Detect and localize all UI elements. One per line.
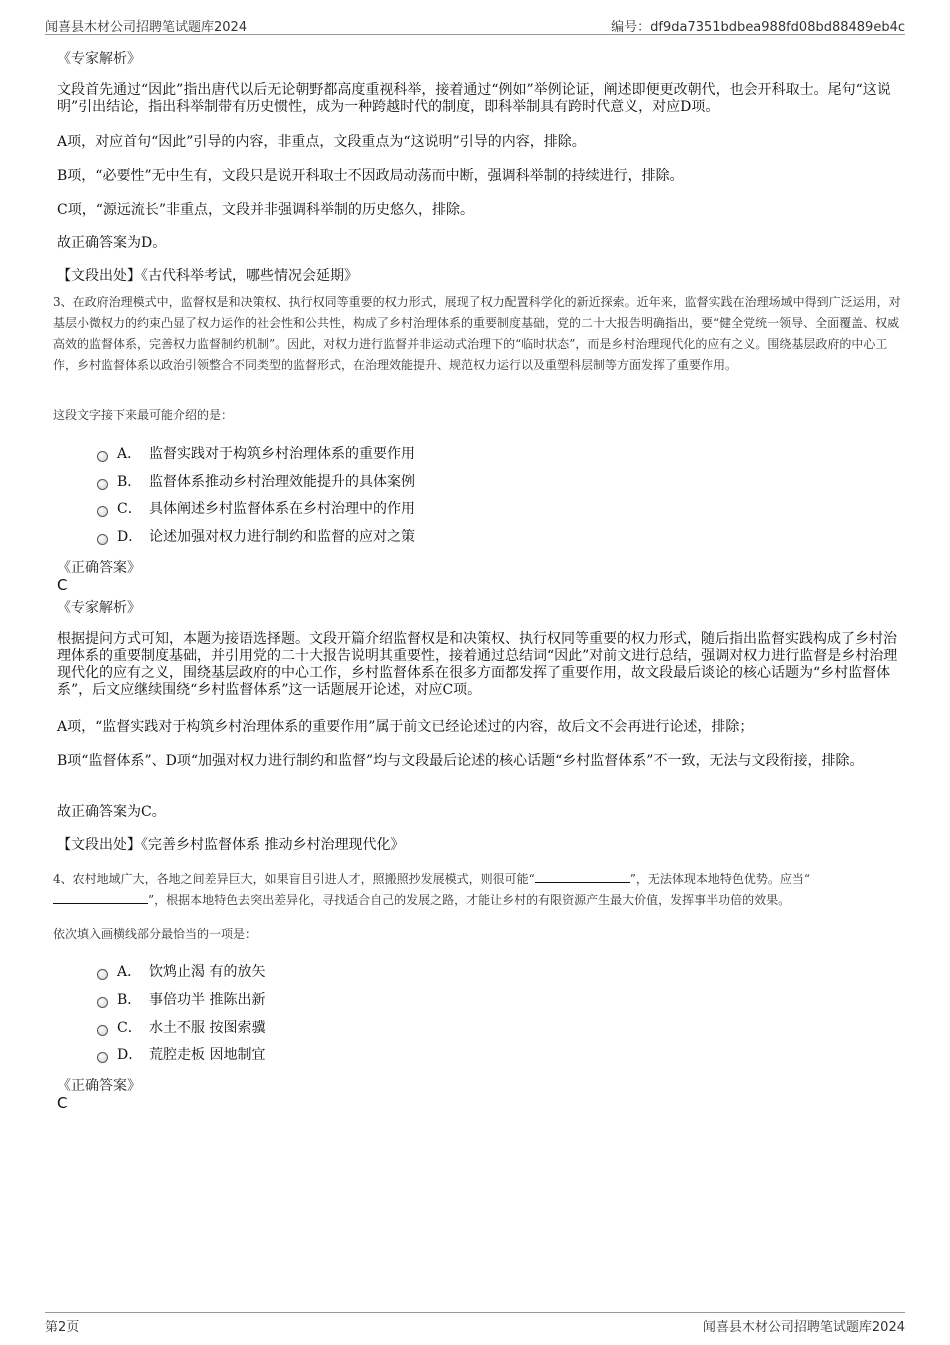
footer-title: 闻喜县木材公司招聘笔试题库2024 [702, 1320, 905, 1335]
q3-option-b[interactable] [97, 471, 415, 491]
correct-answer-value: C [57, 576, 68, 594]
q4-option-d[interactable] [97, 1044, 265, 1064]
option-text: 具体阐述乡村监督体系在乡村治理中的作用 [149, 501, 415, 517]
analysis-answer: 故正确答案为C。 [57, 804, 166, 820]
question-3-prompt: 这段文字接下来最可能介绍的是： [53, 408, 234, 422]
analysis-option-c: C项，“源远流长”非重点，文段并非强调科举制的历史悠久，排除。 [57, 202, 475, 218]
q4-option-b[interactable] [97, 989, 265, 1009]
option-text: 饮鸩止渴 有的放矢 [149, 964, 266, 980]
question-4-prompt: 依次填入画横线部分最恰当的一项是： [53, 927, 258, 941]
radio-icon[interactable] [97, 451, 108, 462]
option-text: 水土不服 按图索骥 [149, 1020, 266, 1036]
page-footer [45, 1312, 905, 1333]
radio-icon[interactable] [97, 479, 108, 490]
fill-blank-2 [53, 893, 148, 904]
page-header [45, 14, 905, 35]
option-letter: B． [117, 474, 142, 490]
correct-answer-value: C [57, 1094, 68, 1112]
option-text: 荒腔走板 因地制宜 [149, 1047, 266, 1063]
stem-part-3: ”，根据本地特色去突出差异化，寻找适合自己的发展之路，才能让乡村的有限资源产生最大价值，发挥事半功倍的效果。 [148, 893, 791, 907]
option-letter: D． [117, 529, 143, 545]
radio-icon[interactable] [97, 534, 108, 545]
analysis-option-bd: B项“监督体系”、D项“加强对权力进行制约和监督”均与文段最后论述的核心话题“乡村监督体系”不一致，无法与文段衔接，排除。 [57, 753, 864, 769]
option-letter: D． [117, 1047, 143, 1063]
expert-analysis-label: 《专家解析》 [57, 600, 141, 616]
correct-answer-label: 《正确答案》 [57, 560, 141, 576]
radio-icon[interactable] [97, 969, 108, 980]
analysis-paragraph: 根据提问方式可知，本题为接语选择题。文段开篇介绍监督权是和决策权、执行权同等重要的权力形式，随后指出监督实践构成了乡村治理体系的重要制度基础，并引用党的二十大报告说明其重要性，接着通过总结词“因此”对前文进行总结，强调对权力进行监督是乡村治理现代化的应有之义，围绕基层政府的中心工作，乡村监督体系在很多方面都发挥了重要作用，故文段最后谈论的核心话题为“乡村监督体系”，后文应继续围绕“乡村监督体系”这一话题展开论述，对应C项。 [57, 631, 898, 698]
header-serial: 编号：df9da7351bdbea988fd08bd88489eb4c [611, 20, 905, 35]
radio-icon[interactable] [97, 997, 108, 1008]
source-citation: 【文段出处】《古代科举考试，哪些情况会延期》 [57, 268, 358, 284]
page-number: 第2页 [45, 1320, 80, 1335]
option-text: 论述加强对权力进行制约和监督的应对之策 [149, 529, 415, 545]
analysis-option-a: A项，“监督实践对于构筑乡村治理体系的重要作用”属于前文已经论述过的内容，故后文不会再进行论述，排除； [57, 719, 754, 735]
header-title: 闻喜县木材公司招聘笔试题库2024 [45, 20, 248, 35]
option-letter: A． [117, 446, 142, 462]
source-citation: 【文段出处】《完善乡村监督体系 推动乡村治理现代化》 [57, 837, 405, 853]
radio-icon[interactable] [97, 506, 108, 517]
q4-option-a[interactable] [97, 961, 265, 981]
q3-option-d[interactable] [97, 526, 415, 546]
question-3-stem: 3、在政府治理模式中，监督权是和决策权、执行权同等重要的权力形式，展现了权力配置科学化的新近探索。近年来，监督实践在治理场域中得到广泛运用，对基层小微权力的约束凸显了权力运作的社会性和公共性，构成了乡村治理体系的重要制度基础，党的二十大报告明确指出，要“健全党统一领导、全面覆盖、权威高效的监督体系，完善权力监督制约机制”。因此，对权力进行监督并非运动式治理下的“临时状态”，而是乡村治理现代化的应有之义。围绕基层政府的中心工作，乡村监督体系以政治引领整合不同类型的监督形式，在治理效能提升、规范权力运行以及重塑科层制等方面发挥了重要作用。 [53, 295, 901, 372]
option-text: 监督实践对于构筑乡村治理体系的重要作用 [149, 446, 415, 462]
stem-part-1: 4、农村地域广大，各地之间差异巨大，如果盲目引进人才，照搬照抄发展模式，则很可能“ [53, 872, 535, 886]
option-letter: B． [117, 992, 142, 1008]
analysis-option-a: A项，对应首句“因此”引导的内容，非重点，文段重点为“这说明”引导的内容，排除。 [57, 134, 586, 150]
option-text: 监督体系推动乡村治理效能提升的具体案例 [149, 474, 415, 490]
q4-option-c[interactable] [97, 1017, 265, 1037]
option-letter: C． [117, 1020, 142, 1036]
stem-part-2: ”，无法体现本地特色优势。应当“ [629, 872, 811, 886]
correct-answer-label: 《正确答案》 [57, 1078, 141, 1094]
expert-analysis-label: 《专家解析》 [57, 51, 141, 67]
fill-blank-1 [535, 872, 630, 883]
q3-option-a[interactable] [97, 443, 415, 463]
option-letter: A． [117, 964, 142, 980]
analysis-option-b: B项，“必要性”无中生有，文段只是说开科取士不因政局动荡而中断，强调科举制的持续进行，排除。 [57, 168, 684, 184]
radio-icon[interactable] [97, 1025, 108, 1036]
q3-option-c[interactable] [97, 498, 415, 518]
question-4-stem [53, 869, 905, 911]
radio-icon[interactable] [97, 1052, 108, 1063]
analysis-paragraph: 文段首先通过“因此”指出唐代以后无论朝野都高度重视科举，接着通过“例如”举例论证，阐述即便更改朝代，也会开科取士。尾句“这说明”引出结论，指出科举制带有历史惯性，成为一种跨越时代的制度，即科举制具有跨时代意义，对应D项。 [57, 82, 891, 115]
option-text: 事倍功半 推陈出新 [149, 992, 266, 1008]
option-letter: C． [117, 501, 142, 517]
analysis-answer: 故正确答案为D。 [57, 235, 167, 251]
